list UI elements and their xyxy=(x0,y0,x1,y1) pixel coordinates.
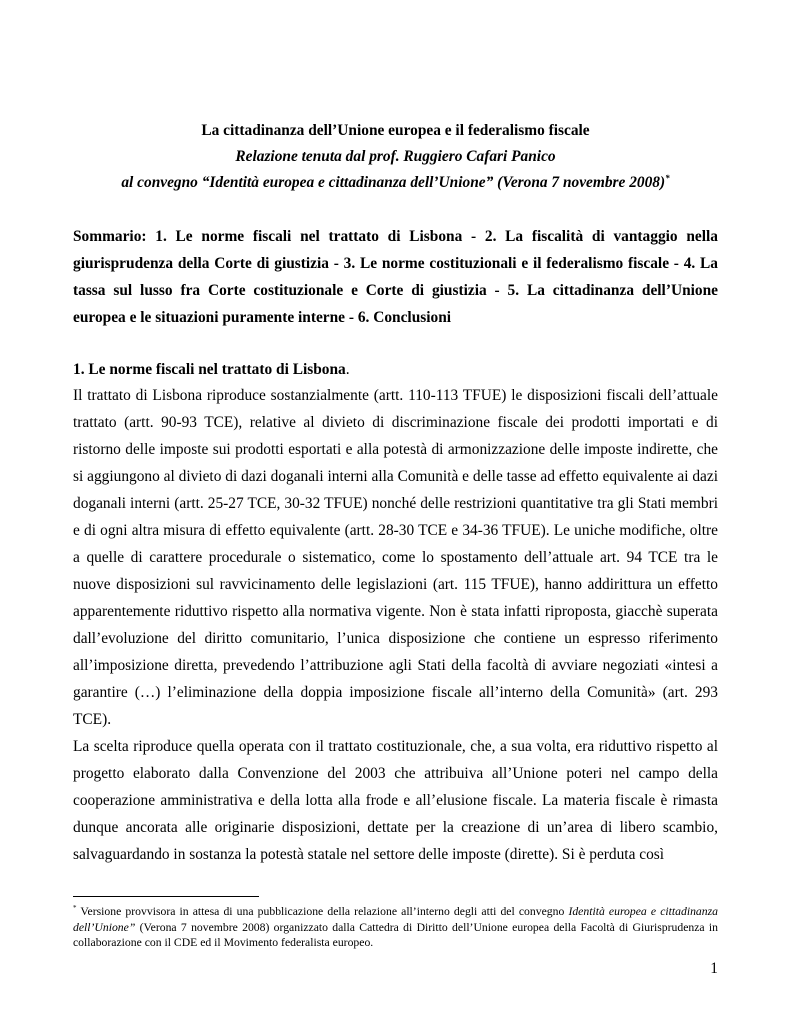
document-title: La cittadinanza dell’Unione europea e il federalismo fiscale xyxy=(201,122,590,139)
body-paragraph-1: Il trattato di Lisbona riproduce sostanzialmente (artt. 110-113 TFUE) le disposizioni fiscali dell’attuale trattato (artt. 90-93 TCE), relative al divieto di discriminazione fiscale dei prodotti importati e di ristorno delle imposte sui prodotti esportati e alla potestà di armonizzazione delle imposte indirette, che si aggiungono al divieto di dazi doganali interni alla Comunità e delle tasse ad effetto equivalente ai dazi doganali interni (artt. 25-27 TCE, 30-32 TFUE) nonché delle restrizioni quantitative tra gli Stati membri e di ogni altra misura di effetto equivalente (artt. 28-30 TCE e 34-36 TFUE). Le uniche modifiche, oltre a quelle di carattere procedurale o sistematico, come lo spostamento dell’attuale art. 94 TCE tra le nuove disposizioni sul ravvicinamento delle legislazioni (art. 115 TFUE), hanno addirittura un effetto apparentemente riduttivo rispetto alla normativa vigente. Non è stata infatti riproposta, giacchè superata dall’evoluzione del diritto comunitario, l’unica disposizione che contiene un espresso riferimento all’imposizione diretta, prevedendo l’attribuzione agli Stati della facoltà di avviare negoziati «intesi a garantire (…) l’eliminazione della doppia imposizione fiscale all’interno della Comunità» (art. 293 TCE). xyxy=(73,387,718,728)
page-number: 1 xyxy=(710,960,718,977)
body-paragraph-2: La scelta riproduce quella operata con il trattato costituzionale, che, a sua volta, era riduttivo rispetto al progetto elaborato dalla Convenzione del 2003 che attribuiva all’Unione poteri nel campo della cooperazione amministrativa e della lotta alla frode e all’elusione fiscale. La materia fiscale è rimasta dunque ancorata alle originarie disposizioni, dettate per la creazione di un’area di libero scambio, salvaguardando in sostanza la potestà statale nel settore delle imposte (dirette). Si è perduta così xyxy=(73,738,718,863)
conference-text: al convegno “Identità europea e cittadinanza dell’Unione” (Verona 7 novembre 2008) xyxy=(121,174,666,191)
body-text xyxy=(73,382,718,868)
footnote-reference[interactable]: * xyxy=(665,172,670,183)
section-heading xyxy=(73,357,718,383)
document-subtitle: Relazione tenuta dal prof. Ruggiero Cafari Panico xyxy=(235,148,556,165)
footnote-text-italic: Identità europea e cittadinanza dell’Unione” xyxy=(73,905,718,934)
footnote-text-a: Versione provvisora in attesa di una pubblicazione della relazione all’interno degli atti del convegno xyxy=(76,905,569,918)
footnote-text-b: (Verona 7 novembre 2008) organizzato dalla Cattedra di Diritto dell’Unione europea della Facoltà di Giurisprudenza in collaborazione con il CDE ed il Movimento federalista europeo. xyxy=(73,920,718,949)
title-block xyxy=(60,118,731,196)
section-heading-text: 1. Le norme fiscali nel trattato di Lisbona xyxy=(73,361,346,378)
section-heading-punct: . xyxy=(345,361,350,378)
conference-line xyxy=(60,170,731,196)
footnote-divider xyxy=(73,896,259,897)
footnote-marker: * xyxy=(73,904,77,913)
footnote xyxy=(73,904,718,951)
summary-paragraph: Sommario: 1. Le norme fiscali nel trattato di Lisbona - 2. La fiscalità di vantaggio nella giurisprudenza della Corte di giustizia - 3. Le norme costituzionali e il federalismo fiscale - 4. La tassa sul lusso fra Corte costituzionale e Corte di giustizia - 5. La cittadinanza dell’Unione europea e le situazioni puramente interne - 6. Conclusioni xyxy=(73,228,718,326)
